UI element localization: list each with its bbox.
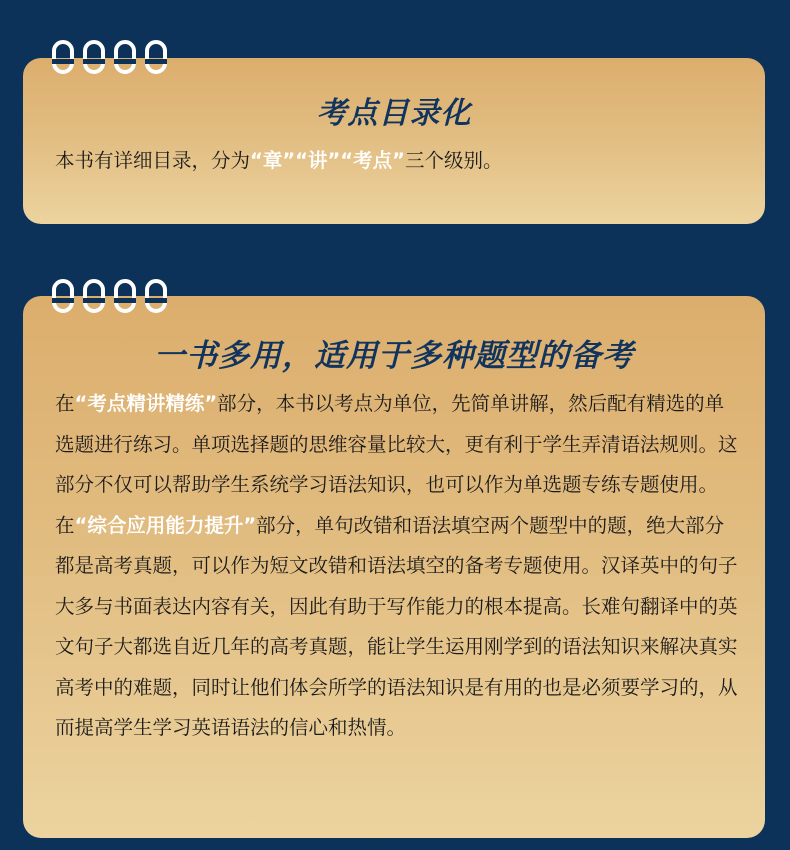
text-segment: 三个级别。 [404,149,503,172]
binder-rings-top [52,40,167,74]
binder-ring-icon [52,279,74,313]
highlight-lecture: “讲” [295,149,341,172]
card-multi-use [23,296,765,838]
binder-ring-icon [52,40,74,74]
binder-rings-bottom [52,279,167,313]
paragraph-1 [55,384,743,506]
highlight-chapter: “章” [250,149,296,172]
highlight-point: “考点” [340,149,405,172]
highlight-practice: “考点精讲精练” [74,392,218,415]
text-segment: 在 [55,513,75,537]
text-segment: 本书有详细目录，分为 [55,149,251,172]
card-title-multi-use: 一书多用，适用于多种题型的备考 [154,338,634,374]
card-title-catalog: 考点目录化 [316,96,472,131]
binder-ring-icon [145,40,167,74]
highlight-application: “综合应用能力提升” [74,513,257,537]
text-segment: 部分，单句改错和语法填空两个题型中的题，绝大部分都是高考真题，可以作为短文改错和语法填空的备考专题使用。汉译英中的句子大多与书面表达内容有关，因此有助于写作能力的根本提高。长难句翻译中的英文句子大都选自近几年的高考真题，能让学生运用刚学到的语法知识来解决真实高考中的难题，同时让他们体会所学的语法知识是有用的也是必须要学习的，从而提高学生学习英语语法的信心和热情。 [55,513,738,739]
card-catalog [23,58,765,224]
binder-ring-icon [114,279,136,313]
binder-ring-icon [83,40,105,74]
paragraph-2 [55,506,743,749]
binder-ring-icon [145,279,167,313]
binder-ring-icon [83,279,105,313]
card-text-multi-use [55,384,743,749]
text-segment: 部分，本书以考点为单位，先简单讲解，然后配有精选的单选题进行练习。单项选择题的思维容量比较大，更有利于学生弄清语法规则。这部分不仅可以帮助学生系统学习语法知识，也可以作为单选题专练专题使用。 [55,392,738,496]
text-segment: 在 [55,392,75,415]
binder-ring-icon [114,40,136,74]
card-text-catalog [55,146,743,176]
